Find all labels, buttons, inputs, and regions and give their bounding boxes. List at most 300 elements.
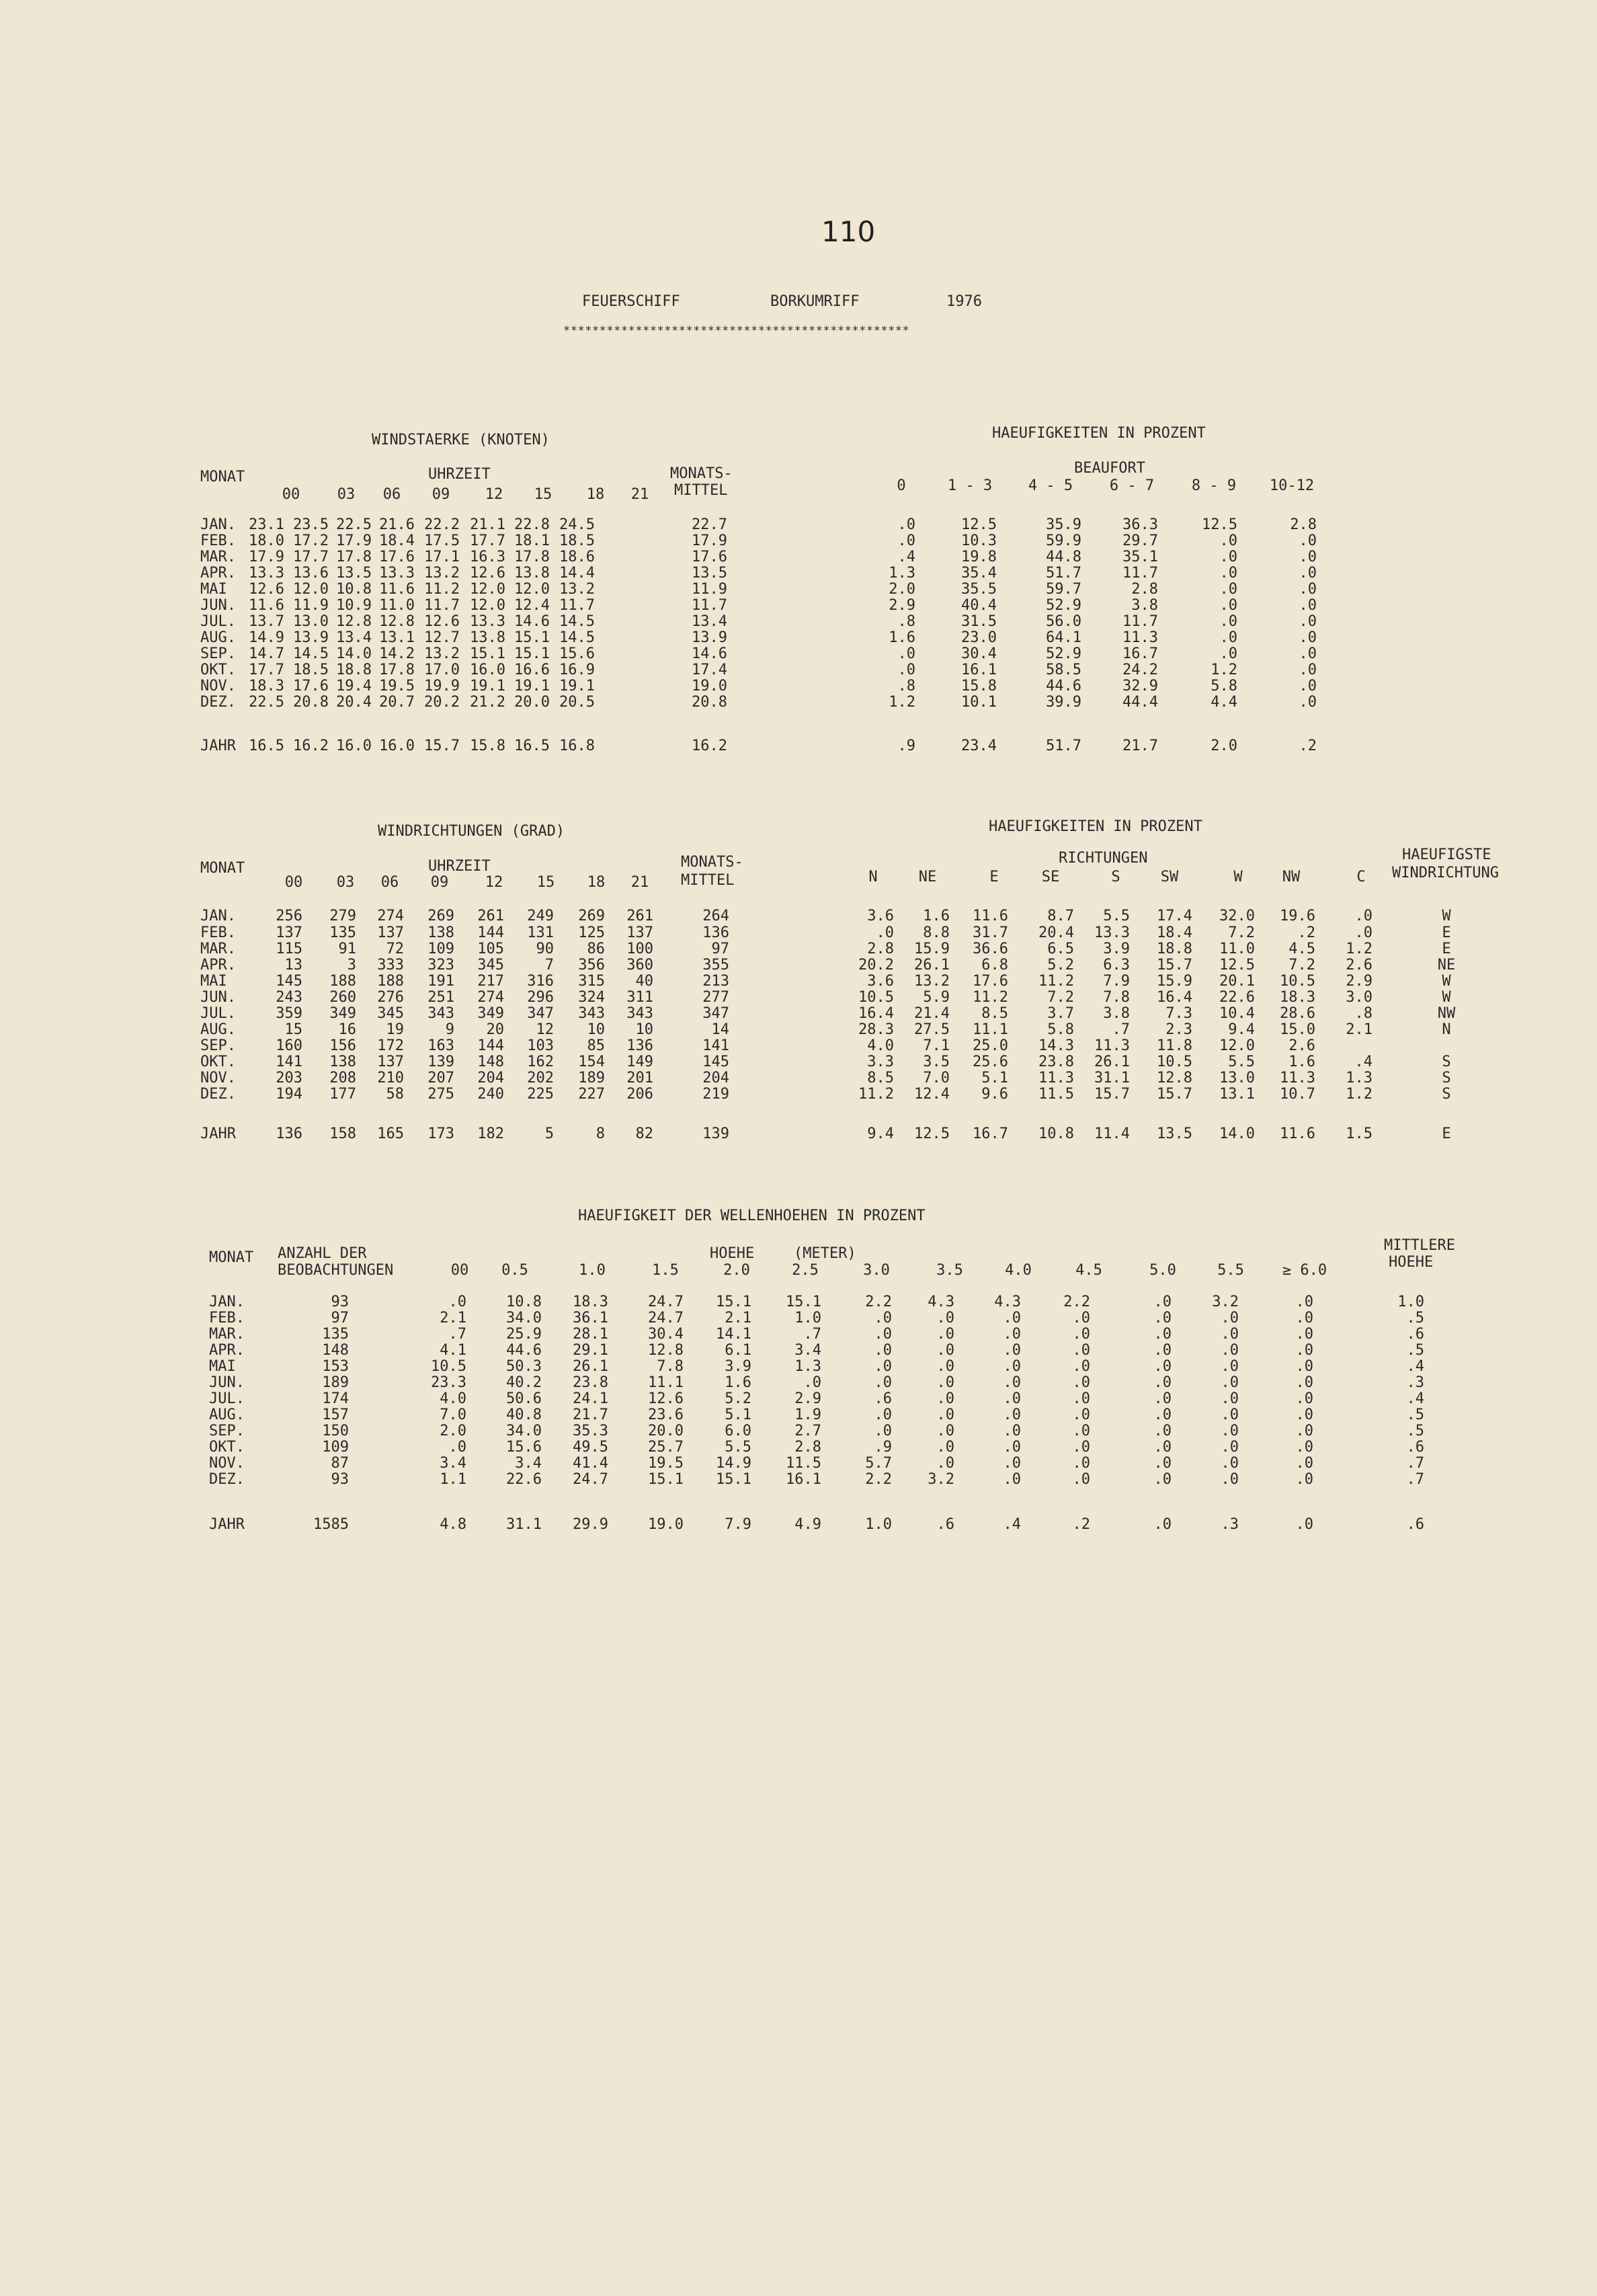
richtungen-value: 10.7 [1280,1086,1315,1103]
waves-value: 1.0 [865,1516,892,1533]
richtungen-value: 1.5 [1346,1125,1373,1142]
wind-dir-mean: 355 [702,957,729,974]
richtungen-title: HAEUFIGKEITEN IN PROZENT [989,818,1202,835]
beaufort-value: 59.7 [1046,581,1081,598]
beaufort-value: 64.1 [1046,629,1081,646]
wind-speed-value: 13.8 [470,629,505,646]
richtungen-value: 2.3 [1165,1021,1192,1038]
wind-dir-month: JAHR [200,1125,236,1142]
waves-value: .0 [448,1439,466,1456]
waves-value: .0 [1295,1423,1313,1439]
wind-dir-value: 274 [477,989,504,1006]
wind-speed-mean: 13.5 [692,565,727,582]
richtungen-value: 15.9 [914,941,950,957]
beaufort-value: .0 [1219,565,1237,582]
wind-speed-hour-06: 06 [382,486,401,503]
wind-dir-value: 194 [276,1086,302,1103]
wind-speed-value: 13.8 [514,565,550,582]
beaufort-value: 1.2 [1211,662,1237,678]
waves-col-8: 4.0 [1005,1262,1032,1279]
beaufort-title: HAEUFIGKEITEN IN PROZENT [992,425,1206,442]
richtungen-value: 8.8 [923,924,950,941]
wind-speed-value: 10.8 [336,581,372,598]
waves-value: .0 [1153,1374,1172,1391]
wind-speed-hour-21: 21 [630,486,649,503]
waves-value: .0 [1221,1471,1239,1488]
wind-dir-hour-21: 21 [630,874,649,891]
wind-speed-value: 22.8 [514,516,550,533]
wind-dir-month: APR. [200,957,236,974]
waves-value: 7.0 [440,1407,466,1423]
waves-count: 157 [322,1407,349,1423]
wind-dir-value: 139 [427,1054,454,1070]
waves-mean-height: .5 [1406,1423,1424,1439]
waves-value: 3.4 [440,1455,466,1472]
waves-value: .7 [448,1326,466,1343]
wind-dir-value: 172 [377,1037,404,1054]
beaufort-value: 30.4 [961,645,997,662]
wind-dir-value: 8 [596,1125,605,1142]
waves-value: .0 [803,1374,821,1391]
waves-value: 41.4 [573,1455,608,1472]
beaufort-value: .0 [1299,613,1317,630]
wind-dir-value: 86 [587,941,605,957]
richtungen-value: 20.4 [1038,924,1074,941]
waves-value: .0 [1295,1358,1313,1375]
waves-value: .0 [1295,1439,1313,1456]
waves-mean-height: .7 [1406,1471,1424,1488]
waves-value: 34.0 [506,1423,542,1439]
wind-dir-value: 182 [477,1125,504,1142]
richtungen-value: 11.4 [1094,1125,1130,1142]
waves-mean-height: .7 [1406,1455,1424,1472]
wind-speed-value: 13.5 [336,565,372,582]
wind-dir-value: 136 [626,1037,653,1054]
waves-value: .0 [1221,1326,1239,1343]
wind-speed-monat-label: MONAT [200,469,245,485]
waves-value: 50.6 [506,1390,542,1407]
wind-dir-value: 261 [477,908,504,924]
wind-dir-value: 144 [477,924,504,941]
waves-value: .0 [874,1407,892,1423]
beaufort-value: 3.8 [1131,597,1158,614]
richtungen-value: 3.7 [1047,1005,1074,1022]
waves-value: 12.6 [648,1390,684,1407]
waves-value: 2.2 [865,1471,892,1488]
richtungen-value: .0 [876,924,894,941]
most-frequent-direction: E [1442,1125,1451,1142]
beaufort-value: .0 [897,516,915,533]
waves-col-4: 2.0 [723,1262,750,1279]
waves-value: 19.5 [648,1455,684,1472]
waves-value: 4.9 [794,1516,821,1533]
richtungen-value: 5.1 [981,1070,1008,1086]
waves-value: .0 [874,1310,892,1327]
richtungen-value: 8.5 [981,1005,1008,1022]
waves-value: 21.7 [573,1407,608,1423]
richtungen-value: 14.3 [1038,1037,1074,1054]
waves-value: .0 [1295,1294,1313,1310]
waves-value: 34.0 [506,1310,542,1327]
waves-value: .0 [1003,1390,1021,1407]
richtungen-value: 15.0 [1280,1021,1315,1038]
wind-dir-month: SEP. [200,1037,236,1054]
richtungen-value: 1.6 [923,908,950,924]
waves-mean-height: .4 [1406,1358,1424,1375]
wind-dir-value: 343 [578,1005,605,1022]
waves-value: .0 [1221,1358,1239,1375]
wind-dir-value: 359 [276,1005,302,1022]
richtungen-value: 28.3 [858,1021,894,1038]
richtungen-value: 17.6 [973,973,1008,990]
wind-dir-value: 82 [635,1125,653,1142]
station-label: FEUERSCHIFF [582,293,680,310]
wind-dir-value: 323 [427,957,454,974]
waves-value: 2.7 [794,1423,821,1439]
wind-speed-value: 12.8 [379,613,415,630]
wind-dir-value: 12 [536,1021,554,1038]
most-frequent-direction: S [1442,1070,1451,1086]
waves-value: .0 [1003,1439,1021,1456]
waves-value: 14.9 [716,1455,751,1472]
wind-dir-value: 343 [427,1005,454,1022]
waves-count: 109 [322,1439,349,1456]
richtungen-value: 11.5 [1038,1086,1074,1103]
wind-speed-value: 13.3 [379,565,415,582]
richtungen-value: 5.8 [1047,1021,1074,1038]
waves-value: 2.1 [440,1310,466,1327]
wind-speed-value: 21.6 [379,516,415,533]
wind-dir-value: 138 [427,924,454,941]
richtungen-value: 28.6 [1280,1005,1315,1022]
wind-speed-value: 14.7 [249,645,284,662]
waves-value: .0 [1003,1374,1021,1391]
waves-value: .0 [1153,1455,1172,1472]
waves-value: 2.8 [794,1439,821,1456]
wind-dir-mean: 204 [702,1070,729,1086]
waves-value: .4 [1003,1516,1021,1533]
richtungen-value: 10.8 [1038,1125,1074,1142]
waves-value: .0 [1295,1326,1313,1343]
waves-value: 2.0 [440,1423,466,1439]
richtungen-value: 2.6 [1346,957,1373,974]
richtungen-value: .0 [1354,908,1373,924]
waves-value: .0 [1295,1310,1313,1327]
waves-value: .0 [1153,1294,1172,1310]
waves-col-2: 1.0 [579,1262,606,1279]
wind-speed-value: 13.2 [424,565,460,582]
beaufort-value: 35.4 [961,565,997,582]
wind-speed-value: 12.6 [249,581,284,598]
wind-dir-value: 189 [578,1070,605,1086]
beaufort-value: .0 [897,645,915,662]
waves-value: .0 [1221,1455,1239,1472]
richtungen-col-C: C [1356,869,1366,885]
wind-dir-value: 154 [578,1054,605,1070]
richtungen-value: 15.9 [1157,973,1192,990]
waves-value: .0 [1295,1374,1313,1391]
wind-speed-value: 16.6 [514,662,550,678]
richtungen-value: 1.6 [1288,1054,1315,1070]
wind-dir-value: 85 [587,1037,605,1054]
richtungen-value: 15.7 [1094,1086,1130,1103]
wind-dir-value: 58 [386,1086,404,1103]
beaufort-value: .0 [1219,629,1237,646]
beaufort-value: .0 [1299,597,1317,614]
wind-dir-value: 158 [329,1125,356,1142]
waves-value: 31.1 [506,1516,542,1533]
wind-speed-value: 16.9 [559,662,595,678]
waves-value: 36.1 [573,1310,608,1327]
waves-value: 24.7 [573,1471,608,1488]
richtungen-value: 12.4 [914,1086,950,1103]
waves-value: .0 [874,1423,892,1439]
beaufort-value: 4.4 [1211,694,1237,711]
waves-value: 15.6 [506,1439,542,1456]
beaufort-value: 11.7 [1122,565,1158,582]
waves-value: 4.0 [440,1390,466,1407]
waves-value: 49.5 [573,1439,608,1456]
haeufigste-label-1: HAEUFIGSTE [1402,846,1491,863]
wind-speed-value: 15.6 [559,645,595,662]
wind-speed-value: 13.1 [379,629,415,646]
waves-value: .0 [1221,1390,1239,1407]
wind-dir-value: 19 [386,1021,404,1038]
waves-value: .0 [874,1374,892,1391]
wind-dir-value: 316 [527,973,554,990]
wind-speed-value: 17.8 [336,549,372,565]
richtungen-value: 32.0 [1219,908,1255,924]
wind-speed-value: 11.7 [424,597,460,614]
beaufort-value: 16.1 [961,662,997,678]
waves-value: 23.3 [431,1374,466,1391]
richtungen-value: 36.6 [973,941,1008,957]
richtungen-value: 3.3 [867,1054,894,1070]
richtungen-value: 7.8 [1103,989,1130,1006]
waves-value: .0 [1153,1326,1172,1343]
wind-dir-value: 345 [377,1005,404,1022]
most-frequent-direction: NE [1437,957,1456,974]
wind-speed-value: 14.5 [559,613,595,630]
wind-dir-hour-18: 18 [587,874,606,891]
waves-value: .0 [874,1342,892,1359]
wind-speed-value: 20.2 [424,694,460,711]
richtungen-value: 18.8 [1157,941,1192,957]
wind-dir-value: 145 [276,973,302,990]
waves-value: .0 [1153,1390,1172,1407]
waves-month: MAI [209,1358,236,1375]
wind-speed-value: 13.2 [424,645,460,662]
wind-dir-mean: 219 [702,1086,729,1103]
waves-value: .0 [1003,1326,1021,1343]
waves-month: AUG. [209,1407,245,1423]
wind-speed-value: 16.0 [470,662,505,678]
waves-value: 1.0 [794,1310,821,1327]
waves-value: 29.1 [573,1342,608,1359]
beaufort-value: 31.5 [961,613,997,630]
wind-speed-value: 19.1 [514,678,550,695]
wind-speed-value: 14.9 [249,629,284,646]
wind-speed-mean: 14.6 [692,645,727,662]
waves-value: .0 [874,1326,892,1343]
wind-speed-mean: 17.9 [692,532,727,549]
waves-value: 5.5 [725,1439,751,1456]
wind-dir-value: 201 [626,1070,653,1086]
wind-speed-value: 16.0 [336,738,372,754]
wind-dir-mean: 139 [702,1125,729,1142]
waves-month: NOV. [209,1455,245,1472]
wind-dir-value: 10 [635,1021,653,1038]
waves-count: 93 [331,1294,349,1310]
beaufort-col-0: 0 [897,477,906,494]
richtungen-value: 22.6 [1219,989,1255,1006]
beaufort-value: 19.8 [961,549,997,565]
wind-dir-value: 345 [477,957,504,974]
waves-value: 15.1 [716,1471,751,1488]
wind-dir-hour-15: 15 [536,874,555,891]
waves-value: 3.4 [794,1342,821,1359]
richtungen-value: 7.9 [1103,973,1130,990]
beaufort-value: 15.8 [961,678,997,695]
wind-speed-value: 21.1 [470,516,505,533]
wind-dir-mean: 145 [702,1054,729,1070]
wind-dir-value: 15 [284,1021,302,1038]
waves-value: .0 [1221,1374,1239,1391]
waves-value: .0 [1153,1439,1172,1456]
wind-dir-value: 324 [578,989,605,1006]
richtungen-col-S: S [1111,869,1120,885]
most-frequent-direction: NW [1437,1005,1456,1022]
wind-speed-value: 12.4 [514,597,550,614]
richtungen-value: 6.8 [981,957,1008,974]
waves-value: 15.1 [648,1471,684,1488]
richtungen-value: 12.5 [914,1125,950,1142]
beaufort-value: 11.3 [1122,629,1158,646]
most-frequent-direction: S [1442,1054,1451,1070]
wind-dir-value: 296 [527,989,554,1006]
richtungen-value: 13.2 [914,973,950,990]
wind-dir-value: 240 [477,1086,504,1103]
richtungen-value: 18.4 [1157,924,1192,941]
wind-dir-value: 225 [527,1086,554,1103]
richtungen-value: 6.3 [1103,957,1130,974]
richtungen-value: 1.3 [1346,1070,1373,1086]
richtungen-value: 11.2 [858,1086,894,1103]
waves-count: 174 [322,1390,349,1407]
wind-dir-value: 275 [427,1086,454,1103]
wind-speed-value: 24.5 [559,516,595,533]
wind-speed-mean: 11.9 [692,581,727,598]
wind-speed-month: AUG. [200,629,236,646]
wind-speed-value: 17.0 [424,662,460,678]
waves-count: 189 [322,1374,349,1391]
waves-value: 20.0 [648,1423,684,1439]
wind-dir-value: 249 [527,908,554,924]
wind-speed-hour-00: 00 [282,486,300,503]
wind-speed-value: 18.6 [559,549,595,565]
wind-speed-value: 18.5 [293,662,329,678]
wind-dir-mittel-label-2: MITTEL [681,872,735,889]
richtungen-value: 3.9 [1103,941,1130,957]
waves-value: .0 [1072,1423,1090,1439]
wind-speed-value: 19.1 [559,678,595,695]
wind-speed-value: 17.6 [293,678,329,695]
waves-mean-height: .6 [1406,1439,1424,1456]
wind-dir-value: 144 [477,1037,504,1054]
wind-speed-mittel-label-1: MONATS- [670,465,733,482]
beaufort-value: .0 [1219,581,1237,598]
richtungen-value: 7.3 [1165,1005,1192,1022]
wind-dir-value: 188 [329,973,356,990]
waves-value: .0 [1221,1342,1239,1359]
waves-value: .0 [1295,1407,1313,1423]
richtungen-value: 7.2 [1228,924,1255,941]
waves-month: FEB. [209,1310,245,1327]
wind-speed-value: 13.2 [559,581,595,598]
waves-value: 1.9 [794,1407,821,1423]
richtungen-value: 5.5 [1228,1054,1255,1070]
waves-value: 4.8 [440,1516,466,1533]
richtungen-value: 12.0 [1219,1037,1255,1054]
richtungen-value: 15.7 [1157,1086,1192,1103]
waves-value: 44.6 [506,1342,542,1359]
wind-speed-hour-03: 03 [337,486,356,503]
wind-speed-value: 20.5 [559,694,595,711]
waves-value: 23.6 [648,1407,684,1423]
waves-value: .3 [1221,1516,1239,1533]
beaufort-col-1: 1 - 3 [947,477,993,494]
waves-value: .0 [1153,1471,1172,1488]
beaufort-value: .0 [1219,549,1237,565]
richtungen-value: 9.6 [981,1086,1008,1103]
waves-value: .0 [1295,1471,1313,1488]
wind-speed-value: 17.9 [336,532,372,549]
wind-speed-value: 11.9 [293,597,329,614]
beaufort-value: 1.3 [889,565,915,582]
richtungen-value: 2.6 [1288,1037,1315,1054]
waves-value: 11.5 [786,1455,821,1472]
waves-value: 7.8 [657,1358,684,1375]
wind-dir-value: 131 [527,924,554,941]
richtungen-value: 31.1 [1094,1070,1130,1086]
wind-dir-value: 279 [329,908,356,924]
beaufort-col-2: 4 - 5 [1028,477,1073,494]
waves-value: .0 [936,1342,954,1359]
haeufigste-label-2: WINDRICHTUNG [1392,865,1499,881]
waves-month: JUN. [209,1374,245,1391]
waves-value: 3.2 [928,1471,954,1488]
richtungen-value: 3.8 [1103,1005,1130,1022]
wind-dir-month: OKT. [200,1054,236,1070]
wind-speed-value: 14.4 [559,565,595,582]
waves-value: 24.7 [648,1310,684,1327]
richtungen-col-N: N [868,869,878,885]
wind-dir-value: 137 [626,924,653,941]
waves-value: 12.8 [648,1342,684,1359]
waves-value: .0 [1072,1310,1090,1327]
waves-col-9: 4.5 [1075,1262,1102,1279]
most-frequent-direction: E [1442,924,1451,941]
waves-mittlere-label-2: HOEHE [1389,1254,1434,1271]
waves-mean-height: .5 [1406,1310,1424,1327]
wind-dir-uhrzeit-label: UHRZEIT [428,858,491,875]
waves-count: 87 [331,1455,349,1472]
wind-speed-value: 12.0 [470,581,505,598]
waves-value: 10.8 [506,1294,542,1310]
beaufort-value: .0 [897,532,915,549]
waves-month: MAR. [209,1326,245,1343]
waves-month: DEZ. [209,1471,245,1488]
